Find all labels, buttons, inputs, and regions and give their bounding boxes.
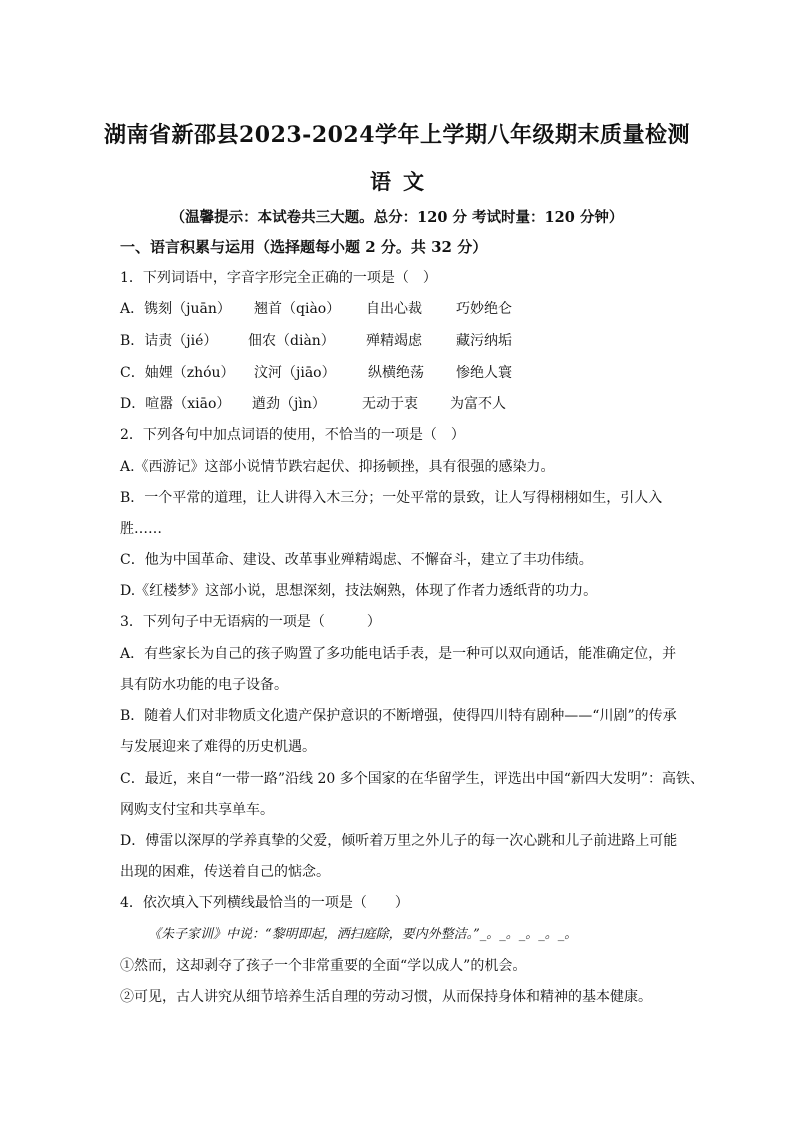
option-b-word-1: B．诘责（jié）	[120, 333, 218, 349]
section-heading: 一、语言积累与运用（选择题每小题 2 分。共 32 分）	[120, 238, 488, 256]
option-c-word-2: 汶河（jiāo）	[254, 365, 336, 381]
question-2-option-a: A.《西游记》这部小说情节跌宕起伏、抑扬顿挫，具有很强的感染力。	[120, 459, 555, 475]
exam-title: 湖南省新邵县2023-2024学年上学期八年级期末质量检测	[103, 122, 691, 148]
option-a-word-1: A．镌刻（juān）	[120, 301, 231, 317]
option-b-word-3: 殚精竭虑	[366, 333, 422, 349]
question-3-stem: 3．下列句子中无语病的一项是（ ）	[120, 614, 381, 630]
question-3-option-d-line-2: 出现的困难，传送着自己的惦念。	[120, 864, 330, 880]
question-1-option-d	[120, 395, 506, 413]
question-3-option-b-line-1: B．随着人们对非物质文化遗产保护意识的不断增强，使得四川特有剧种——“川剧”的传承	[120, 708, 677, 724]
question-3-option-c-line-1: C．最近，来自“一带一路”沿线 20 多个国家的在华留学生，评选出中国“新四大发明”：高铁、	[120, 771, 705, 787]
option-a-word-3: 自出心裁	[366, 301, 422, 317]
option-d-word-3: 无动于衷	[362, 396, 418, 412]
question-2-option-b-line-2: 胜……	[120, 521, 162, 537]
option-b-word-2: 佃农（diàn）	[248, 333, 335, 349]
question-1-option-c	[120, 364, 512, 382]
subject-char-1: 语	[370, 169, 391, 194]
question-2-option-c: C．他为中国革命、建设、改革事业殚精竭虑、不懈奋斗，建立了丰功伟绩。	[120, 552, 593, 568]
question-4-sentence-1: ①然而，这却剥夺了孩子一个非常重要的全面“学以成人”的机会。	[120, 958, 527, 974]
option-d-word-2: 遒劲（jìn）	[252, 396, 326, 412]
question-1-stem: 1．下列词语中，字音字形完全正确的一项是（ ）	[120, 270, 437, 286]
question-3-option-c-line-2: 网购支付宝和共享单车。	[120, 802, 274, 818]
question-3-option-d-line-1: D．傅雷以深厚的学养真挚的父爱，倾听着万里之外儿子的每一次心跳和儿子前进路上可能	[120, 833, 678, 849]
option-d-word-1: D．喧嚣（xiāo）	[120, 396, 231, 412]
question-3-option-b-line-2: 与发展迎来了难得的历史机遇。	[120, 739, 316, 755]
subject-title	[0, 166, 794, 196]
question-3-option-a-line-1: A．有些家长为自己的孩子购置了多功能电话手表，是一种可以双向通话，能准确定位，并	[120, 646, 677, 662]
question-2-option-d: D.《红楼梦》这部小说，思想深刻，技法娴熟，体现了作者力透纸背的功力。	[120, 583, 598, 599]
question-4-stem: 4．依次填入下列横线最恰当的一项是（ ）	[120, 895, 409, 911]
question-4-sentence-2: ②可见，古人讲究从细节培养生活自理的劳动习惯，从而保持身体和精神的基本健康。	[120, 989, 652, 1005]
option-c-word-4: 惨绝人寰	[456, 365, 512, 381]
question-2-option-b-line-1: B．一个平常的道理，让人讲得入木三分；一处平常的景致，让人写得栩栩如生，引人入	[120, 490, 663, 506]
question-2-stem: 2．下列各句中加点词语的使用，不恰当的一项是（ ）	[120, 427, 465, 443]
option-c-word-1: C．妯娌（zhóu）	[120, 365, 235, 381]
option-b-word-4: 藏污纳垢	[456, 333, 512, 349]
question-1-option-a	[120, 300, 512, 318]
option-c-word-3: 纵横绝荡	[368, 365, 424, 381]
question-4-quote: 《朱子家训》中说：“黎明即起，洒扫庭除，要内外整洁。”_。_。_。_。_。	[148, 927, 578, 942]
option-a-word-2: 翘首（qiào）	[254, 301, 341, 317]
option-d-word-4: 为富不人	[450, 396, 506, 412]
option-a-word-4: 巧妙绝仑	[456, 301, 512, 317]
question-1-option-b	[120, 332, 512, 350]
question-3-option-a-line-2: 具有防水功能的电子设备。	[120, 677, 288, 693]
exam-hint: （温馨提示：本试卷共三大题。总分：120 分 考试时量：120 分钟）	[170, 209, 624, 226]
subject-char-2: 文	[403, 169, 424, 194]
